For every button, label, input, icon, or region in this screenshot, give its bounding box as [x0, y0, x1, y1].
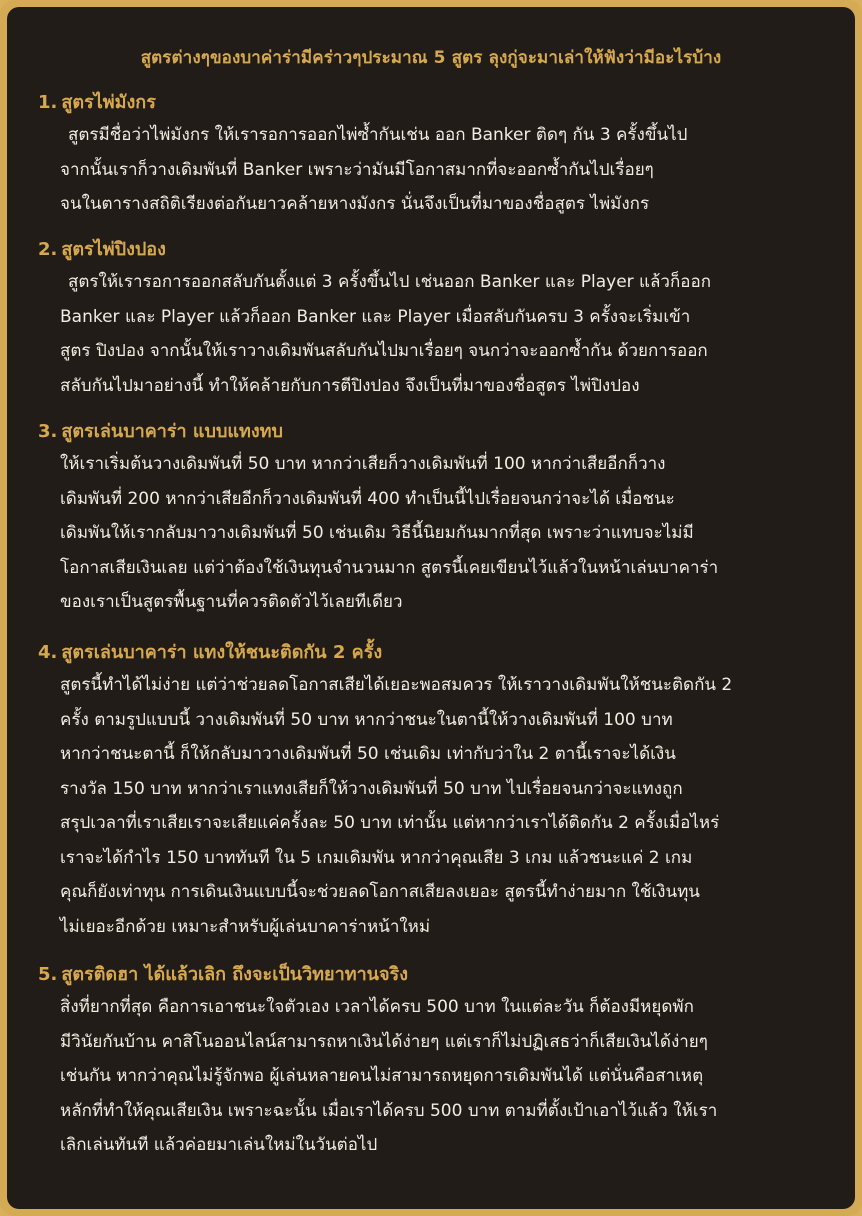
- body-line: Banker และ Player แล้วก็ออก Banker และ Player เมื่อสลับกันครบ 3 ครั้งจะเริ่มเข้า: [60, 306, 691, 327]
- section-title: สูตรไพ่ปิงปอง: [61, 239, 166, 260]
- section-body: [38, 668, 838, 944]
- section-number: 1.: [38, 92, 58, 113]
- section-stop-formula: [38, 960, 838, 1163]
- body-line: สลับกันไปมาอย่างนี้ ทำให้คล้ายกับการตีปิงปอง จึงเป็นที่มาของชื่อสูตร ไพ่ปิงปอง: [60, 375, 640, 396]
- body-line: จนในตารางสถิติเรียงต่อกันยาวคล้ายหางมังกร นั่นจึงเป็นที่มาของชื่อสูตร ไพ่มังกร: [60, 194, 650, 214]
- body-line: หากว่าชนะตานี้ ก็ให้กลับมาวางเดิมพันที่ 50 เช่นเดิม เท่ากับว่าใน 2 ตานี้เราจะได้เงิน: [60, 744, 676, 764]
- section-heading: [38, 235, 838, 265]
- section-body: [38, 990, 838, 1163]
- body-line: คุณก็ยังเท่าทุน การเดินเงินแบบนี้จะช่วยลดโอกาสเสียลงเยอะ สูตรนี้ทำง่ายมาก ใช้เงินทุน: [60, 882, 700, 902]
- body-line: สรุปเวลาที่เราเสียเราจะเสียแค่ครั้งละ 50 บาท เท่านั้น แต่หากว่าเราได้ติดกัน 2 ครั้งเมื่อไหร่: [60, 813, 720, 833]
- body-line: เช่นกัน หากว่าคุณไม่รู้จักพอ ผู้เล่นหลายคนไม่สามารถหยุดการเดิมพันได้ แต่นั่นคือสาเหตุ: [60, 1066, 704, 1086]
- body-line: เราจะได้กำไร 150 บาททันที ใน 5 เกมเดิมพัน หากว่าคุณเสีย 3 เกม แล้วชนะแค่ 2 เกม: [60, 847, 693, 868]
- section-body: [38, 118, 838, 222]
- body-line: ของเราเป็นสูตรพื้นฐานที่ควรติดตัวไว้เลยทีเดียว: [60, 592, 403, 612]
- section-win-twice-formula: [38, 638, 838, 944]
- body-line: มีวินัยกันบ้าน คาสิโนออนไลน์สามารถหาเงินได้ง่ายๆ แต่เราก็ไม่ปฏิเสธว่าก็เสียเงินได้ง่ายๆ: [60, 1031, 708, 1052]
- section-number: 4.: [38, 642, 58, 663]
- section-number: 2.: [38, 239, 58, 260]
- body-line: จากนั้นเราก็วางเดิมพันที่ Banker เพราะว่ามันมีโอกาสมากที่จะออกซ้ำกันไปเรื่อยๆ: [60, 159, 654, 180]
- section-title: สูตรเล่นบาคาร่า แทงให้ชนะติดกัน 2 ครั้ง: [61, 642, 383, 663]
- section-heading: [38, 638, 838, 668]
- section-title: สูตรติดฮา ได้แล้วเลิก ถึงจะเป็นวิทยาทานจริง: [61, 964, 408, 985]
- section-heading: [38, 417, 838, 447]
- body-line: สูตรให้เรารอการออกสลับกันตั้งแต่ 3 ครั้งขึ้นไป เช่นออก Banker และ Player แล้วก็ออก: [68, 272, 711, 292]
- body-line: สิ่งที่ยากที่สุด คือการเอาชนะใจตัวเอง เวลาได้ครบ 500 บาท ในแต่ละวัน ก็ต้องมีหยุดพัก: [60, 997, 694, 1017]
- body-line: สูตรนี้ทำได้ไม่ง่าย แต่ว่าช่วยลดโอกาสเสียได้เยอะพอสมควร ให้เราวางเดิมพันให้ชนะติดกัน 2: [60, 675, 733, 695]
- section-title: สูตรเล่นบาคาร่า แบบแทงทบ: [61, 421, 283, 442]
- body-line: เดิมพันให้เรากลับมาวางเดิมพันที่ 50 เช่นเดิม วิธีนี้นิยมกันมากที่สุด เพราะว่าแทบจะไม่มี: [60, 523, 694, 543]
- body-line: ครั้ง ตามรูปแบบนี้ วางเดิมพันที่ 50 บาท หากว่าชนะในตานี้ให้วางเดิมพันที่ 100 บาท: [60, 709, 673, 730]
- section-martingale-formula: [38, 417, 838, 620]
- body-line: เลิกเล่นทันที แล้วค่อยมาเล่นใหม่ในวันต่อไป: [60, 1135, 378, 1155]
- body-line: สูตรมีชื่อว่าไพ่มังกร ให้เรารอการออกไพ่ซ้ำกันเช่น ออก Banker ติดๆ กัน 3 ครั้งขึ้นไป: [68, 125, 688, 145]
- section-body: [38, 447, 838, 620]
- body-line: ไม่เยอะอีกด้วย เหมาะสำหรับผู้เล่นบาคาร่าหน้าใหม่: [60, 916, 431, 937]
- section-number: 5.: [38, 964, 58, 985]
- body-line: หลักที่ทำให้คุณเสียเงิน เพราะฉะนั้น เมื่อเราได้ครบ 500 บาท ตามที่ตั้งเป้าเอาไว้แล้ว ให้เรา: [60, 1100, 718, 1121]
- page-title: สูตรต่างๆของบาค่าร่ามีคร่าวๆประมาณ 5 สูตร ลุงกู่จะมาเล่าให้ฟังว่ามีอะไรบ้าง: [140, 48, 722, 68]
- body-line: โอกาสเสียเงินเลย แต่ว่าต้องใช้เงินทุนจำนวนมาก สูตรนี้เคยเขียนไว้แล้วในหน้าเล่นบาคาร่า: [60, 557, 719, 578]
- section-number: 3.: [38, 421, 58, 442]
- section-heading: [38, 88, 838, 118]
- section-heading: [38, 960, 838, 990]
- body-line: ให้เราเริ่มต้นวางเดิมพันที่ 50 บาท หากว่าเสียก็วางเดิมพันที่ 100 หากว่าเสียอีกก็วาง: [60, 454, 666, 474]
- body-line: สูตร ปิงปอง จากนั้นให้เราวางเดิมพันสลับกันไปมาเรื่อยๆ จนกว่าจะออกซ้ำกัน ด้วยการออก: [60, 341, 708, 361]
- section-dragon-formula: [38, 88, 838, 222]
- section-pingpong-formula: [38, 235, 838, 403]
- body-line: เดิมพันที่ 200 หากว่าเสียอีกก็วางเดิมพันที่ 400 ทำเป็นนี้ไปเรื่อยจนกว่าจะได้ เมื่อชนะ: [60, 488, 675, 509]
- section-body: [38, 265, 838, 403]
- section-title: สูตรไพ่มังกร: [61, 92, 156, 113]
- body-line: รางวัล 150 บาท หากว่าเราแทงเสียก็ให้วางเดิมพันที่ 50 บาท ไปเรื่อยจนกว่าจะแทงถูก: [60, 778, 683, 799]
